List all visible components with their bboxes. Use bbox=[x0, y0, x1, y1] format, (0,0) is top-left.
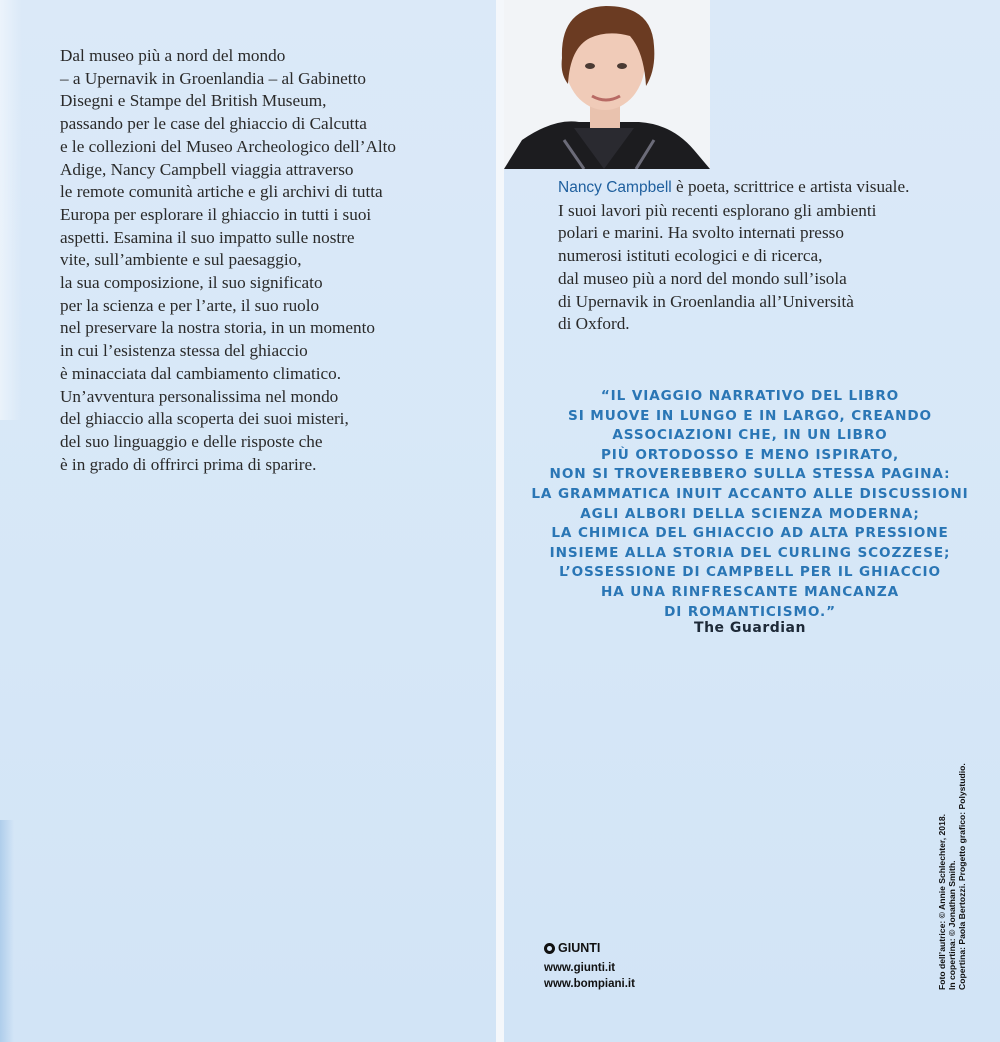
synopsis-line: passando per le case del ghiaccio di Calcutta bbox=[60, 114, 367, 134]
publisher-logo-icon bbox=[544, 943, 555, 954]
bio-line: dal museo più a nord del mondo sull’isola bbox=[558, 268, 847, 288]
synopsis-line: Un’avventura personalissima nel mondo bbox=[60, 386, 339, 406]
bio-line: polari e marini. Ha svolto internati presso bbox=[558, 223, 844, 243]
author-bio bbox=[558, 176, 978, 336]
publisher-logo bbox=[544, 941, 600, 955]
author-name: Nancy Campbell bbox=[558, 179, 672, 196]
quote-line: AGLI ALBORI DELLA SCIENZA MODERNA; bbox=[580, 505, 920, 522]
synopsis-line: Europa per esplorare il ghiaccio in tutti i suoi bbox=[60, 204, 372, 224]
author-portrait-illustration bbox=[504, 0, 710, 169]
credit-line: In copertina: © Jonathan Smith. bbox=[947, 860, 957, 990]
quote-line: LA GRAMMATICA INUIT ACCANTO ALLE DISCUSSIONI bbox=[531, 485, 969, 502]
synopsis-line: del suo linguaggio e delle risposte che bbox=[60, 431, 323, 451]
publisher-name: GIUNTI bbox=[558, 941, 601, 955]
bio-line: numerosi istituti ecologici e di ricerca, bbox=[558, 246, 823, 266]
synopsis-line: in cui l’esistenza stessa del ghiaccio bbox=[60, 341, 308, 361]
ice-texture-streak bbox=[0, 0, 22, 420]
synopsis-line: del ghiaccio alla scoperta dei suoi misteri, bbox=[60, 409, 349, 429]
synopsis-line: è in grado di offrirci prima di sparire. bbox=[60, 454, 317, 474]
quote-line: SI MUOVE IN LUNGO E IN LARGO, CREANDO bbox=[568, 407, 932, 424]
quote-line: DI ROMANTICISMO.” bbox=[664, 603, 836, 620]
review-quote bbox=[520, 387, 980, 622]
synopsis-line: per la scienza e per l’arte, il suo ruolo bbox=[60, 295, 320, 315]
synopsis-line: e le collezioni del Museo Archeologico dell’Alto bbox=[60, 136, 397, 156]
website-link-bompiani[interactable]: www.bompiani.it bbox=[544, 978, 635, 990]
quote-line: NON SI TROVEREBBERO SULLA STESSA PAGINA: bbox=[549, 466, 951, 483]
synopsis-line: è minacciata dal cambiamento climatico. bbox=[60, 363, 342, 383]
synopsis-line: – a Upernavik in Groenlandia – al Gabinetto bbox=[60, 68, 366, 88]
synopsis-line: le remote comunità artiche e gli archivi di tutta bbox=[60, 182, 383, 202]
quote-line: LA CHIMICA DEL GHIACCIO AD ALTA PRESSIONE bbox=[551, 525, 949, 542]
bio-line: di Upernavik in Groenlandia all’Università bbox=[558, 291, 854, 311]
photo-credits bbox=[937, 763, 967, 990]
synopsis-line: nel preservare la nostra storia, in un momento bbox=[60, 318, 376, 338]
bio-line: I suoi lavori più recenti esplorano gli ambienti bbox=[558, 200, 877, 220]
synopsis-line: Disegni e Stampe del British Museum, bbox=[60, 91, 327, 111]
synopsis-line: Adige, Nancy Campbell viaggia attraverso bbox=[60, 159, 354, 179]
quote-line: ASSOCIAZIONI CHE, IN UN LIBRO bbox=[612, 427, 888, 444]
credit-line: Copertina: Paola Bertozzi. Progetto grafico: Polystudio. bbox=[957, 763, 967, 990]
quote-source: The Guardian bbox=[694, 620, 806, 636]
quote-line: HA UNA RINFRESCANTE MANCANZA bbox=[600, 583, 900, 600]
website-link-giunti[interactable]: www.giunti.it bbox=[544, 962, 616, 974]
bio-first-line bbox=[558, 176, 978, 200]
synopsis-line: la sua composizione, il suo significato bbox=[60, 273, 323, 293]
bio-first-line-text: è poeta, scrittrice e artista visuale. bbox=[671, 177, 910, 196]
quote-line: INSIEME ALLA STORIA DEL CURLING SCOZZESE; bbox=[549, 544, 951, 561]
credit-line: Foto dell’autrice: © Annie Schlechter, 2018. bbox=[937, 813, 947, 990]
quote-line: L’OSSESSIONE DI CAMPBELL PER IL GHIACCIO bbox=[559, 564, 941, 581]
bio-line: di Oxford. bbox=[558, 314, 630, 334]
synopsis-line: vite, sull’ambiente e sul paesaggio, bbox=[60, 250, 302, 270]
synopsis-line: Dal museo più a nord del mondo bbox=[60, 46, 286, 65]
author-photo bbox=[504, 0, 710, 169]
synopsis-line: aspetti. Esamina il suo impatto sulle nostre bbox=[60, 227, 355, 247]
quote-line: PIÙ ORTODOSSO E MENO ISPIRATO, bbox=[600, 446, 900, 463]
ice-texture-streak-lower bbox=[0, 820, 14, 1042]
quote-line: “IL VIAGGIO NARRATIVO DEL LIBRO bbox=[600, 388, 900, 404]
book-synopsis bbox=[60, 45, 460, 476]
